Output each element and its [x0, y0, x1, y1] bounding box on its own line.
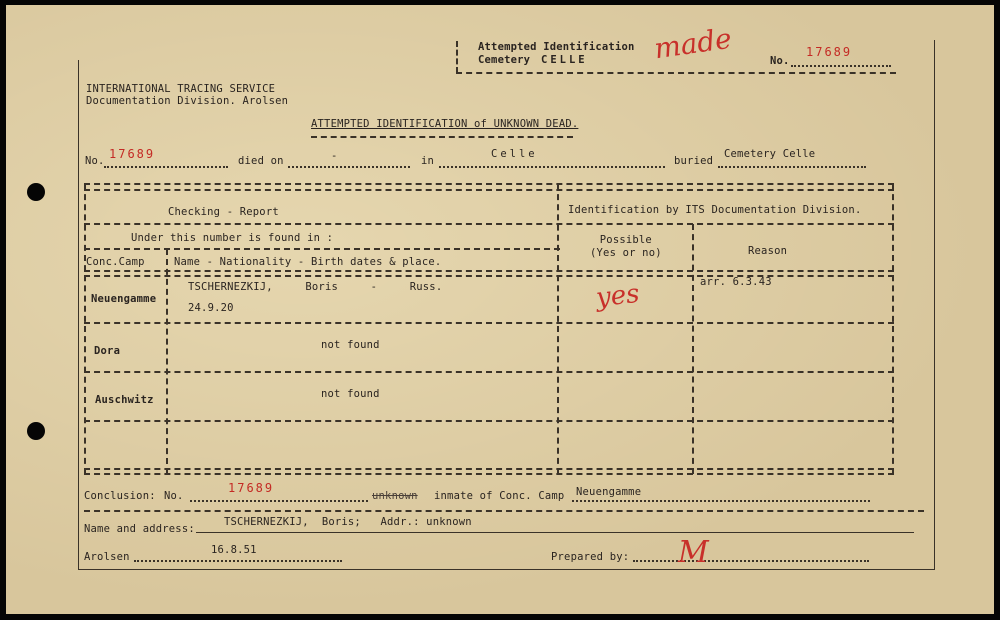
top-box-no-value: 17689: [806, 45, 853, 59]
conclusion-no-value: 17689: [228, 481, 275, 495]
table-rule-cols-2: [84, 275, 894, 277]
table-bottom-rule-1: [84, 468, 894, 470]
table-rule-row-3: [84, 420, 894, 422]
conclusion-camp-value: Neuengamme: [576, 486, 642, 498]
date-dots: [134, 560, 342, 562]
row-3-name: not found: [321, 388, 380, 400]
row-1-possible: yes: [594, 278, 641, 314]
table-rule-cols-1: [84, 270, 894, 272]
identification-header: Identification by ITS Documentation Division.: [568, 204, 862, 216]
left-border: [78, 60, 79, 570]
conclusion-no-label: No.: [164, 490, 184, 502]
table-rule-header: [84, 223, 894, 225]
handwritten-note: made: [652, 21, 734, 66]
table-rule-under: [84, 248, 560, 250]
conclusion-struck-text: unknown: [372, 490, 418, 502]
table-col-camp-edge: [166, 249, 168, 474]
name-address-rule: [196, 532, 914, 533]
died-dots: [288, 166, 410, 168]
title-rule: [311, 136, 573, 138]
punch-hole-top: [27, 183, 45, 201]
org-name: INTERNATIONAL TRACING SERVICE: [86, 83, 276, 95]
row-1-reason: arr. 6.3.43: [700, 276, 772, 288]
checking-report-header: Checking - Report: [168, 206, 279, 218]
punch-hole-bottom: [27, 422, 45, 440]
top-box-no-dots: [791, 65, 891, 67]
buried-label: buried: [674, 155, 714, 167]
row-1-name: TSCHERNEZKIJ, Boris - Russ.: [188, 281, 443, 293]
table-left-edge: [84, 184, 86, 474]
under-number-label: Under this number is found in :: [131, 232, 334, 244]
row-1-camp: Neuengamme: [91, 293, 157, 305]
conclusion-rule: [84, 510, 924, 512]
top-box-no-label: No.: [770, 55, 790, 67]
table-rule-row-1: [84, 322, 894, 324]
document-card: [6, 5, 994, 614]
col-reason-header: Reason: [748, 245, 788, 257]
table-bottom-rule-2: [84, 473, 894, 475]
table-top-rule-1: [84, 183, 894, 185]
name-address-value: TSCHERNEZKIJ, Boris; Addr.: unknown: [224, 516, 472, 528]
right-border: [934, 40, 935, 570]
info-no-value: 17689: [109, 147, 156, 161]
buried-dots: [718, 166, 866, 168]
division-name: Documentation Division. Arolsen: [86, 95, 289, 107]
died-label: died on: [238, 155, 284, 167]
table-top-rule-2: [84, 189, 894, 191]
table-col-name-edge: [557, 184, 559, 474]
in-value: Celle: [491, 148, 538, 160]
conclusion-label: Conclusion:: [84, 490, 156, 502]
place-label: Arolsen: [84, 551, 130, 563]
table-col-possible-edge: [692, 224, 694, 474]
top-box-cemetery-label: Cemetery: [478, 54, 531, 66]
buried-value: Cemetery Celle: [724, 148, 816, 160]
col-possible-header: Possible (Yes or no): [590, 234, 662, 259]
died-value: -: [331, 150, 338, 162]
row-2-name: not found: [321, 339, 380, 351]
in-label: in: [421, 155, 435, 167]
prepared-by-dots: [633, 560, 869, 562]
bottom-border: [78, 569, 935, 570]
signature: M: [678, 535, 709, 570]
conclusion-no-dots: [190, 500, 368, 502]
col-camp-header: Conc.Camp: [86, 256, 145, 268]
row-1-birthdate: 24.9.20: [188, 302, 234, 314]
top-box-bottom-edge: [456, 72, 896, 74]
col-name-header: Name - Nationality - Birth dates & place.: [174, 256, 442, 268]
info-no-label: No.: [85, 155, 105, 167]
row-3-camp: Auschwitz: [95, 394, 154, 406]
top-box-cemetery-value: CELLE: [541, 54, 588, 66]
date-value: 16.8.51: [211, 544, 257, 556]
table-rule-row-2: [84, 371, 894, 373]
row-2-camp: Dora: [94, 345, 121, 357]
table-right-edge: [892, 184, 894, 474]
document-title: ATTEMPTED IDENTIFICATION of UNKNOWN DEAD.: [311, 118, 579, 130]
prepared-by-label: Prepared by:: [551, 551, 630, 563]
in-dots: [439, 166, 665, 168]
info-no-dots: [104, 166, 228, 168]
top-box-left-edge: [456, 41, 458, 73]
top-box-title: Attempted Identification: [478, 41, 635, 53]
name-address-label: Name and address:: [84, 523, 195, 535]
conclusion-camp-dots: [572, 500, 870, 502]
conclusion-inmate-label: inmate of Conc. Camp: [434, 490, 565, 502]
